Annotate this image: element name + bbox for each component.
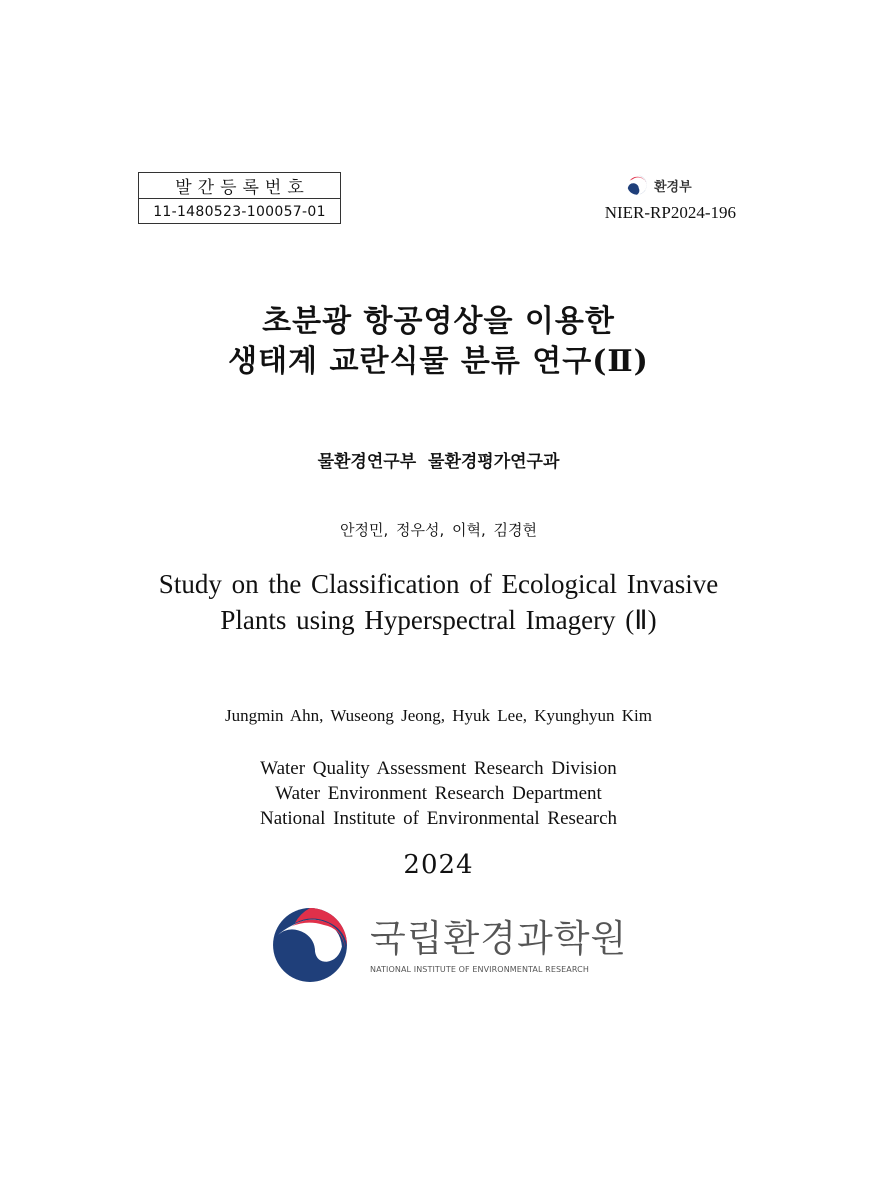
taegeuk-emblem-icon (626, 174, 648, 196)
title-english-line2: Plants using Hyperspectral Imagery (Ⅱ) (220, 605, 657, 635)
publication-year: 2024 (403, 850, 474, 880)
report-number: NIER-RP2024-196 (604, 203, 736, 222)
title-english (0, 566, 877, 638)
registration-number: 11-1480523-100057-01 (153, 203, 326, 220)
department-korean: 물환경연구부 물환경평가연구과 (317, 452, 560, 472)
affiliation-division: Water Quality Assessment Research Division (260, 758, 617, 779)
registration-label: 발간등록번호 (139, 173, 340, 199)
title-english-line1: Study on the Classification of Ecological Invasive (158, 569, 719, 599)
affiliation (0, 756, 877, 831)
title-korean-line1: 초분광 항공영상을 이용한 (262, 304, 615, 339)
ministry-name: 환경부 (654, 179, 692, 195)
authors-english: Jungmin Ahn, Wuseong Jeong, Hyuk Lee, Kyunghyun Kim (224, 706, 653, 725)
affiliation-institute: National Institute of Environmental Research (259, 808, 618, 829)
title-korean (0, 302, 877, 382)
institute-logo (268, 903, 627, 987)
institute-name-korean: 국립환경과학원 (370, 916, 628, 960)
ministry-logo (626, 174, 692, 196)
taegeuk-emblem-icon (268, 903, 352, 987)
registration-number-box (138, 172, 341, 224)
title-korean-line2: 생태계 교란식물 분류 연구(Ⅱ) (228, 344, 649, 379)
authors-korean: 안정민, 정우성, 이혁, 김경현 (340, 521, 537, 539)
institute-name-english: NATIONAL INSTITUTE OF ENVIRONMENTAL RESEARCH (370, 964, 589, 974)
affiliation-department: Water Environment Research Department (275, 783, 602, 804)
